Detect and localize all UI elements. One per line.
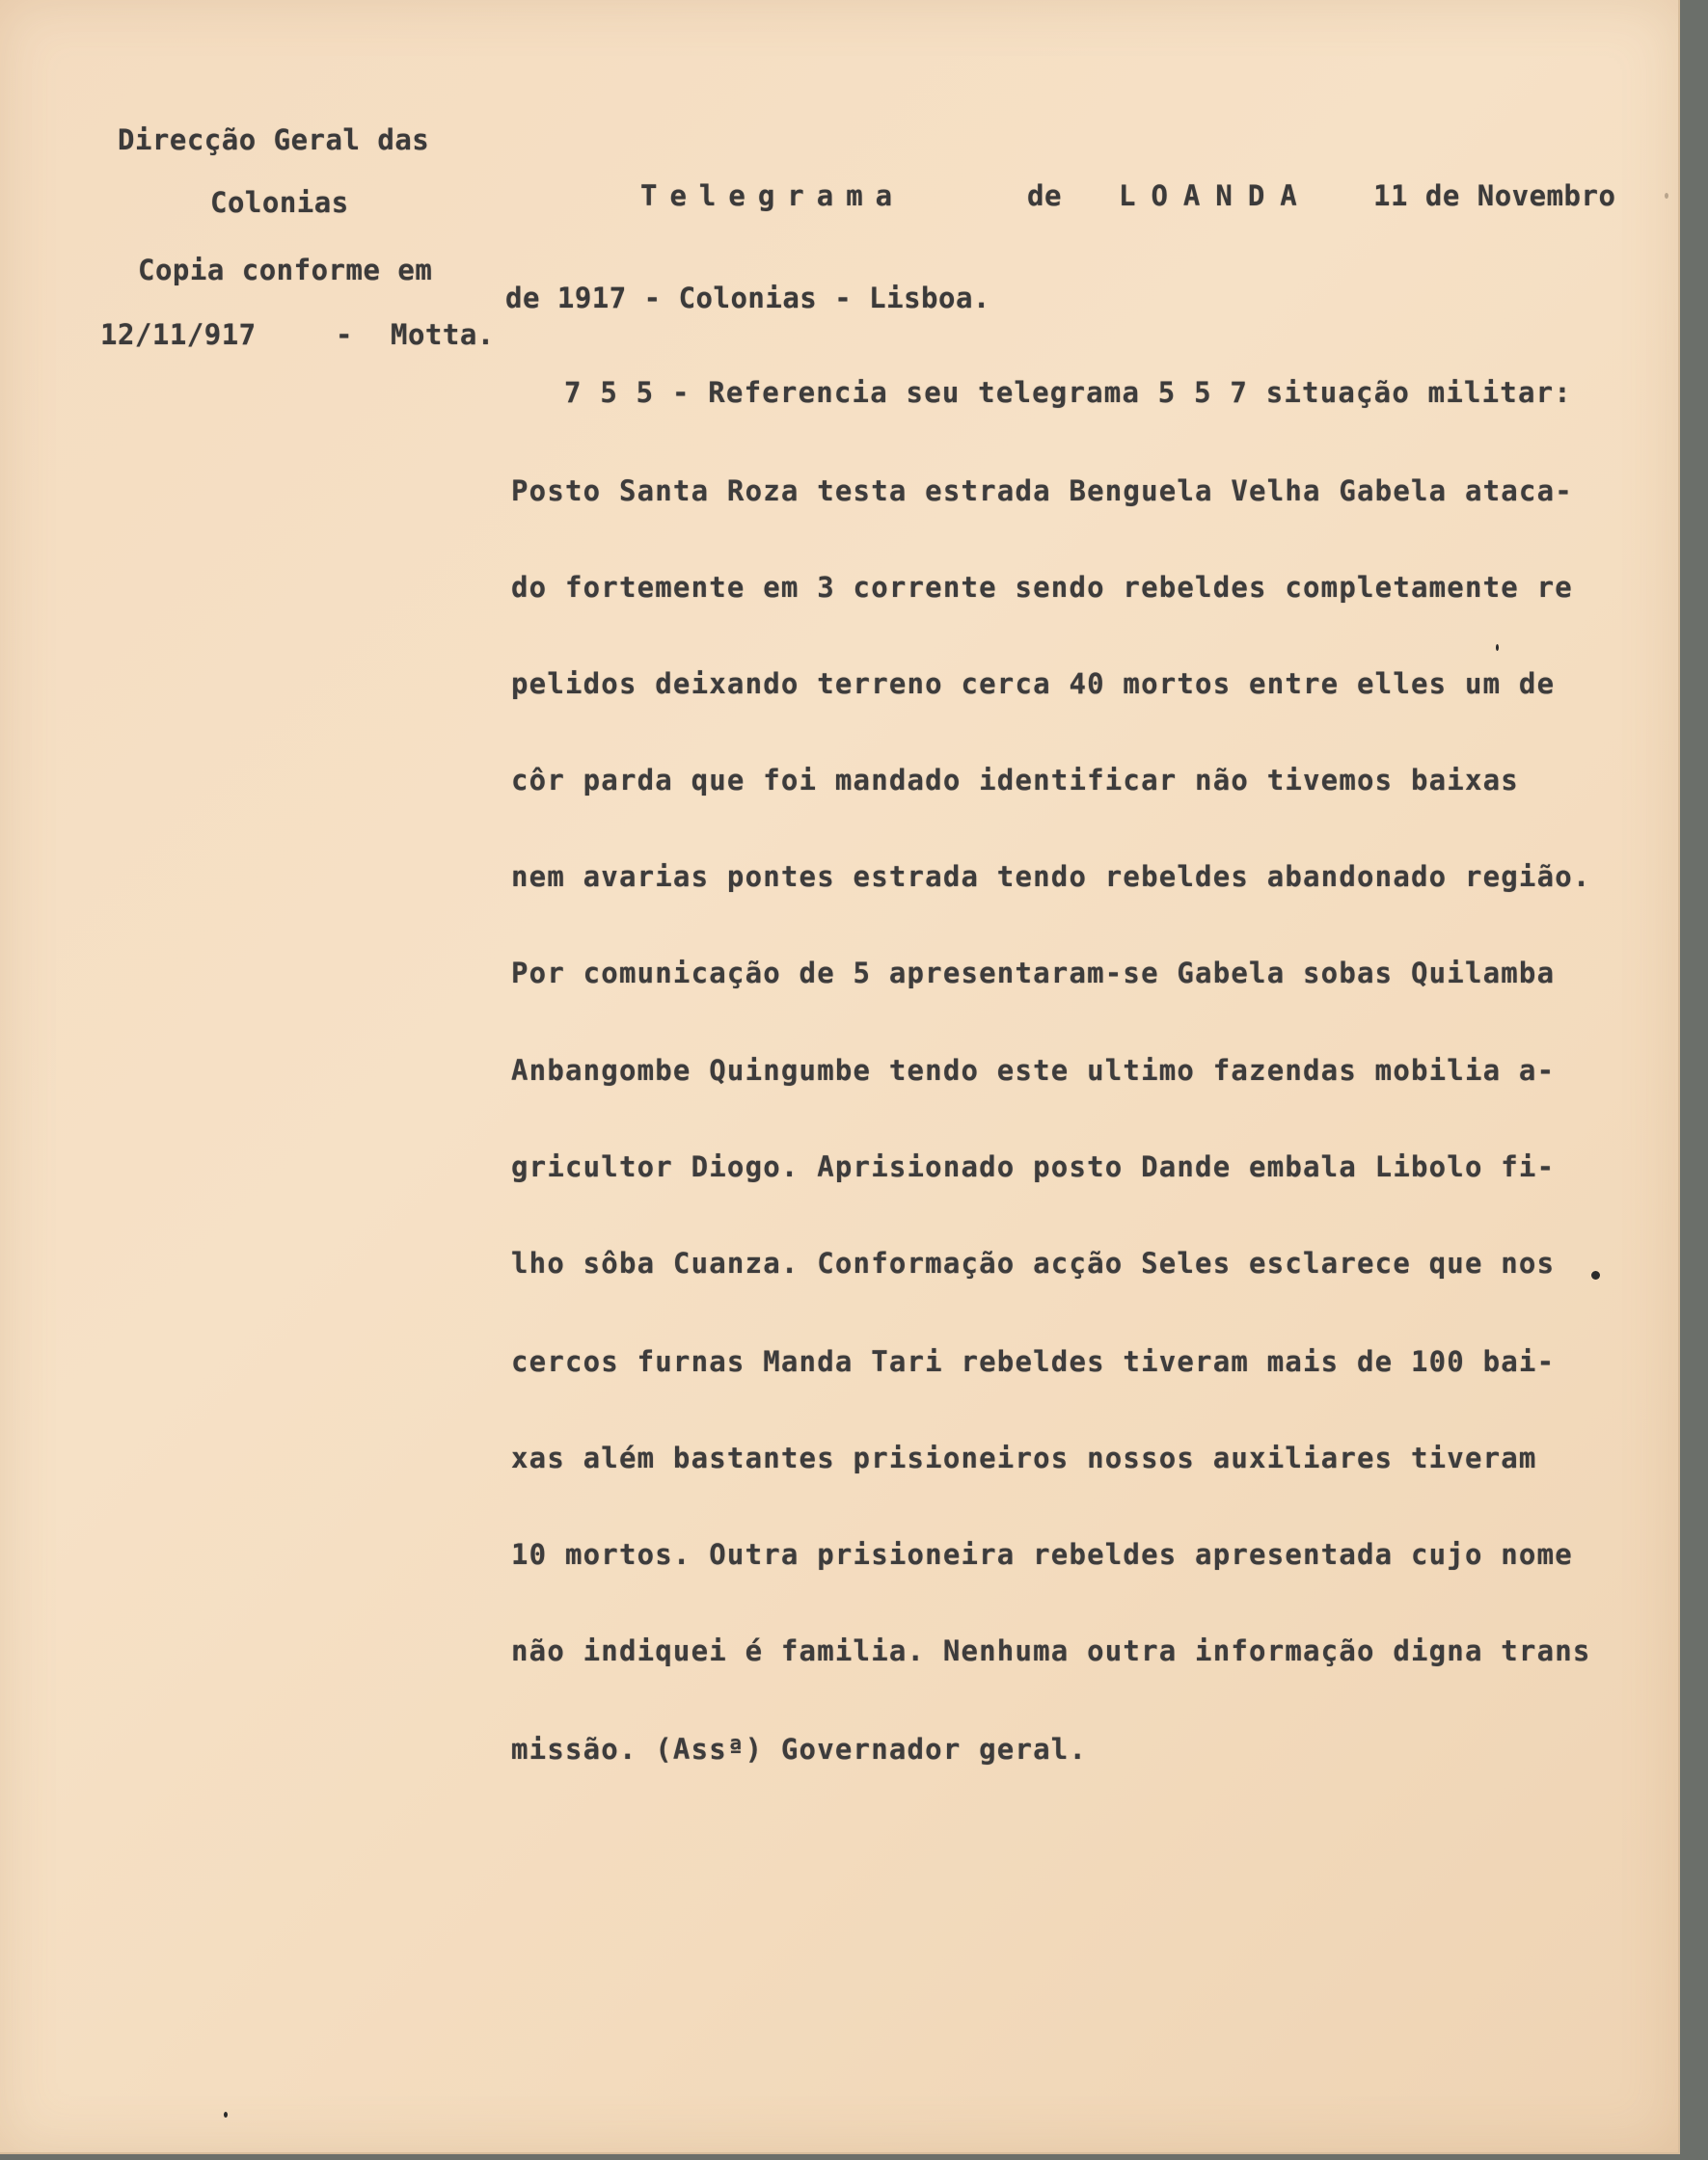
ink-speck: [1496, 644, 1499, 651]
header-telegrama: Telegrama: [640, 179, 906, 212]
header-place: LOANDA: [1119, 179, 1313, 212]
body-line-15: missão. (Assª) Governador geral.: [511, 1733, 1088, 1766]
body-line-14: não indiquei é familia. Nenhuma outra informação digna trans: [511, 1634, 1591, 1667]
marginal-date: 12/11/917: [100, 318, 257, 351]
body-line-11: cercos furnas Manda Tari rebeldes tiveram mais de 100 bai-: [511, 1345, 1556, 1378]
body-line-1: 7 5 5 - Referencia seu telegrama 5 5 7 situação militar:: [564, 376, 1572, 409]
ink-speck: [224, 2112, 228, 2118]
ink-speck: [1665, 193, 1668, 199]
body-line-13: 10 mortos. Outra prisioneira rebeldes apresentada cujo nome: [511, 1538, 1573, 1571]
body-line-3: do fortemente em 3 corrente sendo rebeldes completamente re: [511, 571, 1573, 604]
marginal-colonias-line: Colonias: [210, 186, 349, 219]
marginal-office-line: Direcção Geral das: [118, 123, 430, 156]
header-date: 11 de Novembro: [1373, 179, 1616, 212]
marginal-signer: Motta.: [391, 318, 495, 351]
body-line-6: nem avarias pontes estrada tendo rebeldes abandonado região.: [511, 860, 1591, 893]
header-de: de: [1027, 179, 1062, 212]
body-line-5: côr parda que foi mandado identificar não tivemos baixas: [511, 764, 1519, 796]
body-line-4: pelidos deixando terreno cerca 40 mortos entre elles um de: [511, 667, 1556, 700]
ink-speck: [1591, 1271, 1600, 1280]
body-line-2: Posto Santa Roza testa estrada Benguela Velha Gabela ataca-: [511, 474, 1573, 507]
marginal-dash: -: [336, 318, 353, 351]
body-line-10: lho sôba Cuanza. Conformação acção Seles esclarece que nos: [511, 1247, 1556, 1280]
marginal-copy-line: Copia conforme em: [138, 254, 433, 286]
body-line-12: xas além bastantes prisioneiros nossos auxiliares tiveram: [511, 1442, 1537, 1474]
body-line-7: Por comunicação de 5 apresentaram-se Gabela sobas Quilamba: [511, 957, 1556, 989]
body-line-9: gricultor Diogo. Aprisionado posto Dande embala Libolo fi-: [511, 1150, 1556, 1183]
header-line2: de 1917 - Colonias - Lisboa.: [505, 282, 990, 314]
body-line-8: Anbangombe Quingumbe tendo este ultimo fazendas mobilia a-: [511, 1054, 1556, 1087]
